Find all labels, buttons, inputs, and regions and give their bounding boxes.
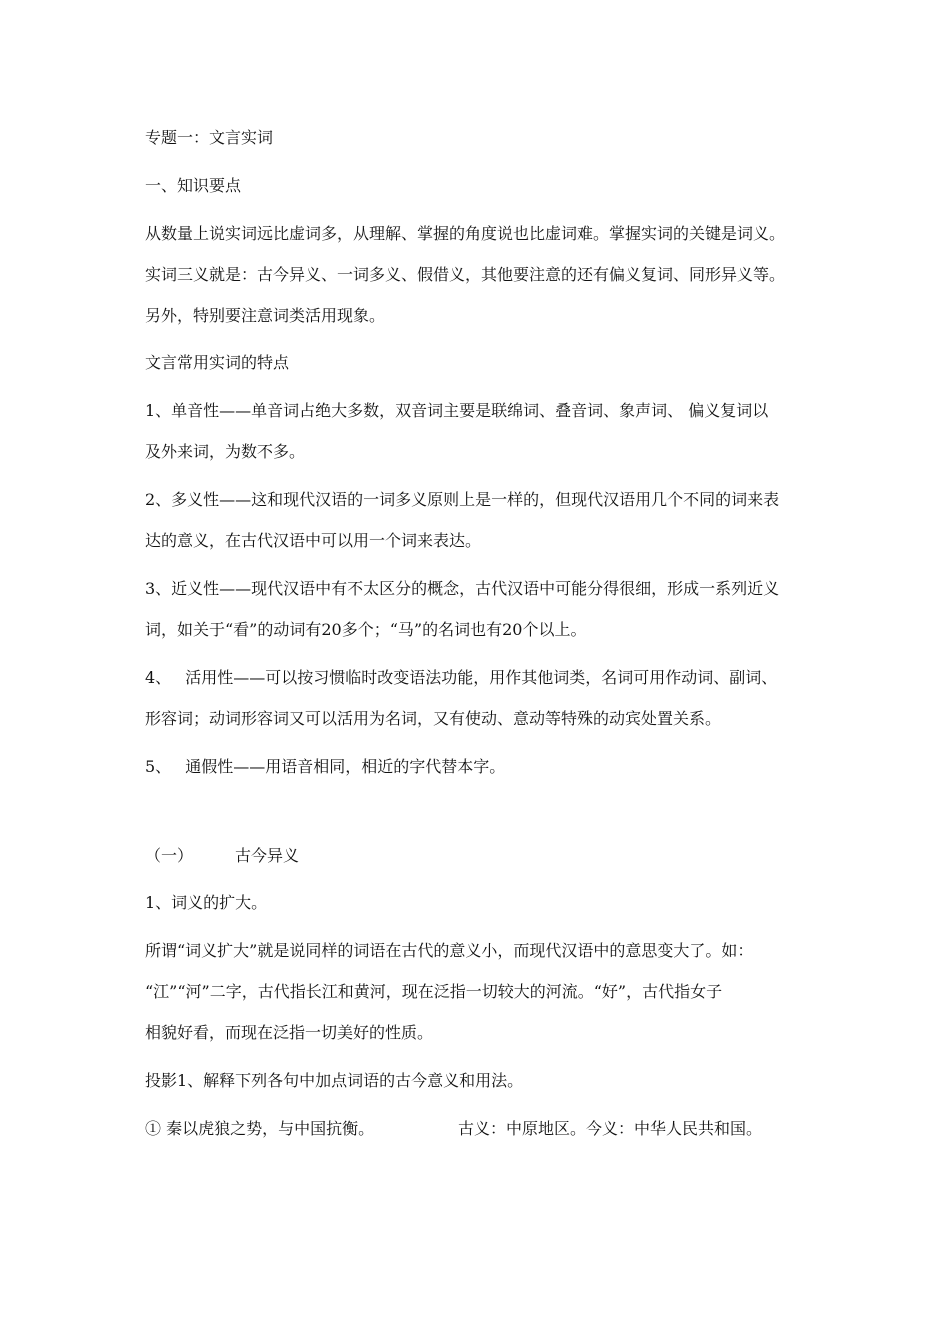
item-1-line-2: “江”“河”二字，古代指长江和黄河，现在泛指一切较大的河流。“好”，古代指女子 <box>145 982 723 1001</box>
feature-5-text: 通假性——用语音相同，相近的字代替本字。 <box>185 757 506 776</box>
subsection-number: （一） <box>145 846 194 865</box>
item-1-heading: 1、词义的扩大。 <box>145 893 268 912</box>
intro-line-3: 另外，特别要注意词类活用现象。 <box>145 306 386 325</box>
feature-3-line-2: 词，如关于“看”的动词有20多个；“马”的名词也有20个以上。 <box>145 620 587 639</box>
item-1-line-1: 所谓“词义扩大”就是说同样的词语在古代的意义小，而现代汉语中的意思变大了。如： <box>145 941 754 960</box>
feature-1-line-1: 1、单音性——单音词占绝大多数，双音词主要是联绵词、叠音词、象声词、 偏义复词以 <box>145 401 769 420</box>
example-1-explanation: 古义：中原地区。今义：中华人民共和国。 <box>458 1119 763 1138</box>
subsection-title: 古今异义 <box>235 846 300 865</box>
subsection-heading <box>145 846 299 866</box>
document-title: 专题一：文言实词 <box>145 128 274 147</box>
feature-2-line-2: 达的意义，在古代汉语中可以用一个词来表达。 <box>145 531 482 550</box>
exercise-heading: 投影1、解释下列各句中加点词语的古今意义和用法。 <box>145 1071 524 1090</box>
feature-4-text: 活用性——可以按习惯临时改变语法功能，用作其他词类，名词可用作动词、副词、 <box>185 668 778 687</box>
feature-5-line <box>145 757 505 777</box>
item-1-line-3: 相貌好看，而现在泛指一切美好的性质。 <box>145 1023 434 1042</box>
feature-3-line-1: 3、近义性——现代汉语中有不太区分的概念，古代汉语中可能分得很细，形成一系列近义 <box>145 579 780 598</box>
feature-4-number: 4、 <box>145 668 172 687</box>
features-heading: 文言常用实词的特点 <box>145 353 290 372</box>
feature-4-line-2: 形容词；动词形容词又可以活用为名词，又有使动、意动等特殊的动宾处置关系。 <box>145 709 722 728</box>
feature-4-line-1 <box>145 668 777 688</box>
feature-2-line-1: 2、多义性——这和现代汉语的一词多义原则上是一样的，但现代汉语用几个不同的词来表 <box>145 490 780 509</box>
section-heading-key-points: 一、知识要点 <box>145 176 242 195</box>
example-1-sentence: ① 秦以虎狼之势，与中国抗衡。 <box>145 1119 375 1138</box>
feature-5-number: 5、 <box>145 757 172 776</box>
intro-line-1: 从数量上说实词远比虚词多，从理解、掌握的角度说也比虚词难。掌握实词的关键是词义。 <box>145 224 786 243</box>
feature-1-line-2: 及外来词，为数不多。 <box>145 442 306 461</box>
intro-line-2: 实词三义就是：古今异义、一词多义、假借义，其他要注意的还有偏义复词、同形异义等。 <box>145 265 786 284</box>
